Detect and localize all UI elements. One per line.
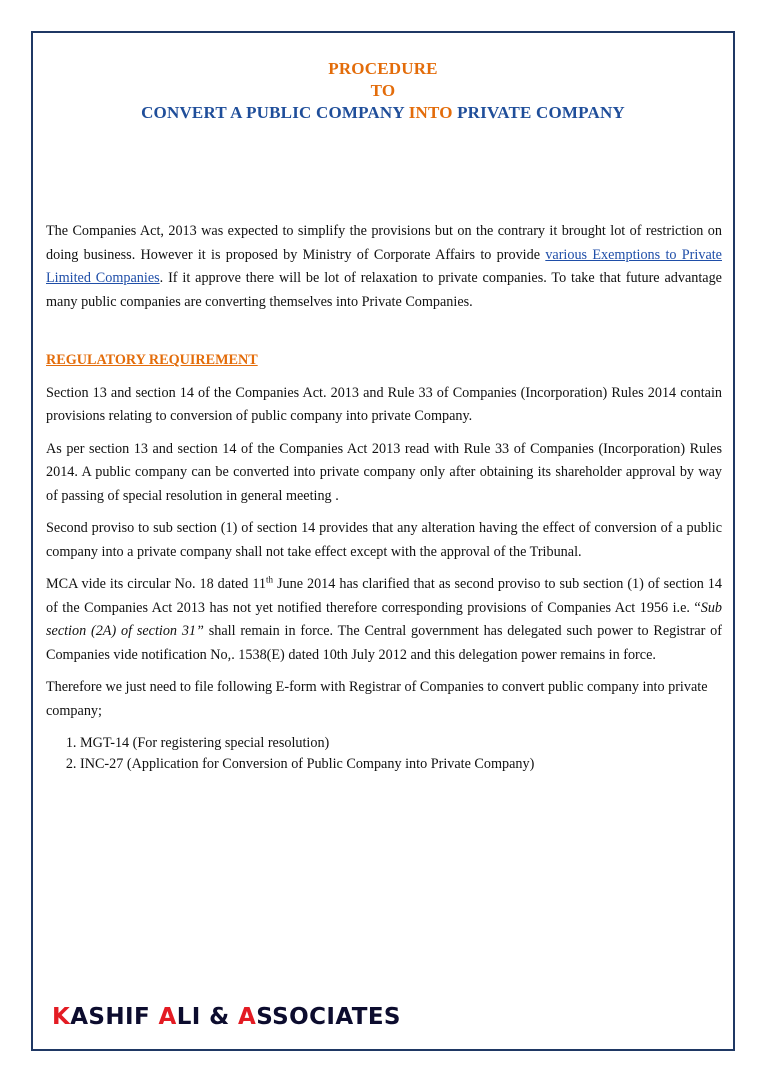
para4-superscript: th [266, 574, 274, 585]
para4-text-b: June 2014 has clarified that as second proviso to sub section (1) of section 14 of the Companies Act 2013 has not yet notified therefore corresponding provisions of Companies Act 1956 i.e. “ [46, 576, 722, 616]
logo-text-ashif: ASHIF [70, 1004, 159, 1030]
logo-letter-k: K [52, 1004, 71, 1030]
title-accent-into: INTO [408, 103, 453, 122]
title-part-1: CONVERT A PUBLIC COMPANY [141, 103, 409, 122]
logo-letter-a: A [158, 1004, 177, 1030]
title-line-to: TO [370, 81, 396, 100]
intro-text-2: . If it approve there will be lot of relaxation to private companies. To take that future advantage many public companies are converting themselves into Private Companies. [46, 270, 722, 310]
section-heading-regulatory: REGULATORY REQUIREMENT [46, 352, 258, 368]
regulatory-paragraph-5: Therefore we just need to file following E-form with Registrar of Companies to convert public company into private company; [46, 679, 708, 719]
intro-paragraph [46, 220, 722, 314]
regulatory-paragraph-1: Section 13 and section 14 of the Companies Act. 2013 and Rule 33 of Companies (Incorporation) Rules 2014 contain provisions relating to conversion of public company into private Company. [46, 384, 722, 424]
logo-letter-a2: A [238, 1004, 257, 1030]
list-item: 2. INC-27 (Application for Conversion of Public Company into Private Company) [80, 754, 722, 775]
eform-list [46, 733, 722, 775]
para4-italic: Sub section (2A) of section 31” [46, 599, 722, 639]
logo-text-li: LI & [176, 1004, 239, 1030]
regulatory-paragraph-2: As per section 13 and section 14 of the Companies Act 2013 read with Rule 33 of Companies (Incorporation) Rules 2014. A public company can be converted into private company only after obtaining its shareholder approval by way of passing of special resolution in general meeting . [46, 440, 722, 504]
intro-text-1: The Companies Act, 2013 was expected to simplify the provisions but on the contrary it brought lot of restriction on doing business. However it is proposed by Ministry of Corporate Affairs to provide [46, 223, 722, 263]
document-title [33, 58, 733, 124]
regulatory-paragraph-3: Second proviso to sub section (1) of section 14 provides that any alteration having the effect of conversion of a public company into a private company shall not take effect except with the approval of the Tribunal. [46, 520, 722, 560]
title-part-2: PRIVATE COMPANY [452, 103, 625, 122]
title-line-procedure: PROCEDURE [328, 59, 438, 78]
para4-text-c: shall remain in force. The Central government has delegated such power to Registrar of Companies vide notification No,. 1538(E) dated 10th July 2012 and this delegation power remains in force. [46, 623, 722, 663]
regulatory-paragraph-4 [46, 573, 722, 667]
title-line-main [33, 102, 733, 124]
logo-text-ssociates: SSOCIATES [256, 1004, 401, 1030]
document-body [46, 220, 722, 775]
para4-text-a: MCA vide its circular No. 18 dated 11 [46, 576, 267, 592]
exemptions-link[interactable]: various Exemptions to Private Limited Companies [46, 246, 722, 286]
list-item: 1. MGT-14 (For registering special resolution) [80, 733, 722, 754]
firm-logo [52, 1004, 401, 1030]
